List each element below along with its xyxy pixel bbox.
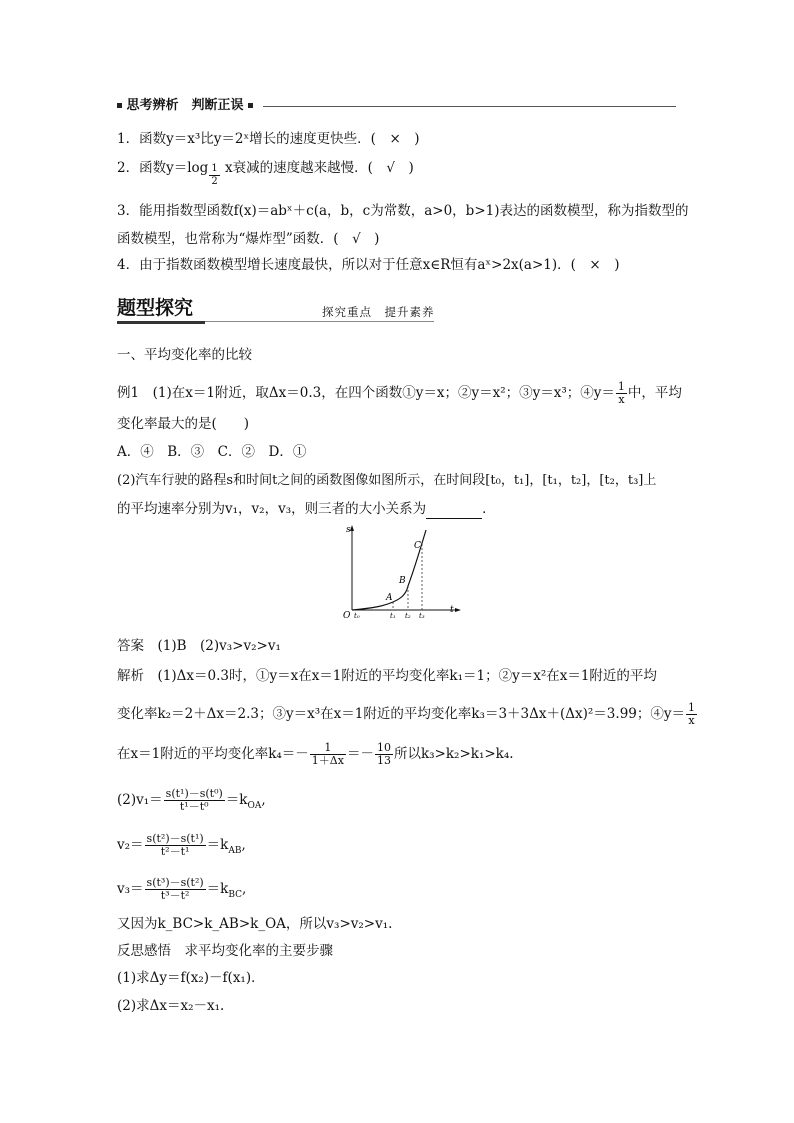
- v1-formula: (2)v₁＝ $\frac{\text{s(t¹)－s(t⁰)}}{\text{t¹－t⁰}}$ $=k_{OA}$,: [117, 787, 266, 813]
- v2-formula: v₂＝ $\frac{\text{s(t²)－s(t¹)}}{\text{t²－t¹}}$ $=k_{AB}$,: [117, 832, 246, 858]
- banner-subtitle: 探究重点 提升素养: [322, 305, 435, 319]
- graph-origin: O: [343, 611, 351, 621]
- k4-frac-1: $\frac{1}{1+\Delta x}$: [311, 741, 344, 767]
- judgment-2-base: $\frac{1}{2}$: [211, 163, 218, 187]
- header-divider: [263, 106, 676, 107]
- answer-blank: [426, 504, 482, 519]
- reflection-title: 反思感悟 求平均变化率的主要步骤: [117, 943, 333, 959]
- tick-t0: t₀: [354, 612, 360, 620]
- judgment-2: [117, 158, 414, 188]
- since-line: 又因为k_BC>k_AB>k_OA，所以v₃>v₂>v₁.: [117, 916, 393, 932]
- reflection-step-2: (2)求Δx＝x₂－x₁.: [117, 998, 225, 1014]
- example-frac: $\frac{1}{x}$: [617, 380, 625, 406]
- answer: 答案 (1)B (2)v₃>v₂>v₁: [117, 638, 281, 654]
- judgment-3-line1: 3．能用指数型函数f(x)＝abˣ＋c(a，b，c为常数，a>0，b>1)表达的函数模型，称为指数型的: [117, 203, 689, 219]
- banner-title: 题型探究: [117, 297, 194, 319]
- example-line-5: 的平均速率分别为v₁，v₂，v₃，则三者的大小关系为 ．: [117, 501, 496, 517]
- tick-t1: t₁: [390, 612, 396, 620]
- analysis-line-1: 解析 (1)Δx＝0.3时，①y＝x在x＝1附近的平均变化率k₁＝1；②y＝x²在x＝1附近的平均: [117, 668, 657, 684]
- reflection-step-1: (1)求Δy＝f(x₂)－f(x₁)．: [117, 970, 265, 986]
- square-bullet-icon: [117, 103, 122, 108]
- v3-formula: v₃＝ $\frac{\text{s(t³)－s(t²)}}{\text{t³－t²}}$ $=k_{BC}$,: [117, 876, 247, 902]
- judgment-1: 1．函数y＝x³比y＝2ˣ增长的速度更快些．( × ): [117, 131, 420, 147]
- k4-frac-2: $\frac{10}{13}$: [376, 741, 391, 767]
- tick-t2: t₂: [405, 612, 411, 620]
- section-header-title: 思考辨析 判断正误: [126, 98, 244, 113]
- banner-underline: [117, 321, 205, 324]
- v2-frac: $\frac{\text{s(t²)－s(t¹)}}{\text{t²－t¹}}$: [146, 832, 204, 858]
- example-line-1: 例1 (1)在x＝1附近，取Δx＝0.3，在四个函数①y＝x；②y＝x²；③y＝x³；④y＝ $\frac{1}{x}$ 中，平均: [117, 380, 682, 406]
- section-one-title: 一、平均变化率的比较: [117, 347, 252, 363]
- tick-t3: t₃: [419, 612, 425, 620]
- judgment-2-head: 2．函数y＝log: [117, 160, 209, 176]
- judgment-4: 4．由于指数函数模型增长速度最快，所以对于任意x∈R恒有aˣ>2x(a>1)．( × ): [117, 257, 620, 273]
- point-b: B: [399, 576, 406, 586]
- v3-frac: $\frac{\text{s(t³)－s(t²)}}{\text{t³－t²}}$: [146, 876, 204, 902]
- square-bullet-icon: [248, 103, 253, 108]
- analysis-line-2: 变化率k₂＝2＋Δx＝2.3；③y＝x³在x＝1附近的平均变化率k₃＝3＋3Δx＋(Δx)²＝3.99；④y＝ $\frac{1}{x}$: [117, 701, 695, 727]
- distance-time-graph: [336, 522, 466, 622]
- judgment-3-line2: 函数模型，也常称为“爆炸型”函数．( √ ): [117, 231, 380, 247]
- graph-y-label: s: [346, 525, 351, 535]
- v1-frac: $\frac{\text{s(t¹)－s(t⁰)}}{\text{t¹－t⁰}}$: [165, 787, 223, 813]
- judgment-2-tail: x衰减的速度越来越慢．( √ ): [224, 160, 414, 176]
- graph-x-label: t: [450, 605, 454, 615]
- analysis-line-3: 在x＝1附近的平均变化率k₄＝－ $\frac{1}{1+\Delta x}$ ＝－ $\frac{10}{13}$ 所以k₃>k₂>k₁>k₄.: [117, 741, 514, 767]
- example-line-4: (2)汽车行驶的路程s和时间t之间的函数图像如图所示，在时间段[t₀，t₁]，[t₁，t₂]，[t₂，t₃]上: [117, 473, 657, 488]
- banner-divider: [205, 321, 434, 322]
- analysis-frac: $\frac{1}{x}$: [688, 701, 695, 727]
- section-header: [117, 96, 253, 116]
- example-options: A．④ B．③ C．② D．①: [117, 444, 307, 460]
- example-line-2: 变化率最大的是( ): [117, 416, 250, 432]
- point-c: C: [414, 541, 421, 551]
- point-a: A: [386, 593, 393, 603]
